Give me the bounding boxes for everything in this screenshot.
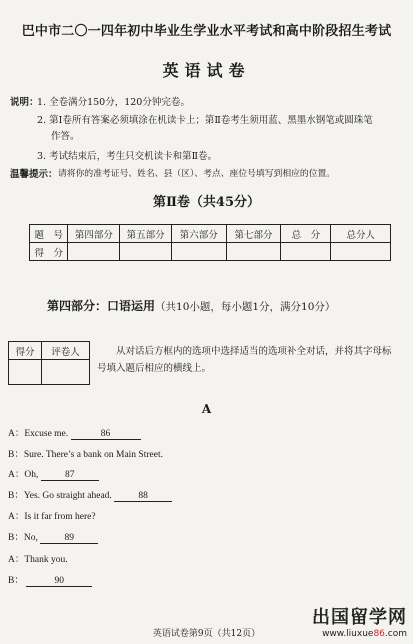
reminder-label: 温馨提示： [10,169,58,180]
section-instruction-line2: 号填入题后相应的横线上。 [97,363,212,374]
reminder-text: 请将你的准考证号、姓名、县（区）、考点、座位号填写到相应的位置。 [58,169,336,179]
watermark-url-post: .com [384,629,407,639]
instruction-item-3: 3. 考试结束后，考生只交机读卡和第Ⅱ卷。 [37,151,218,162]
instructions-label: 说明： [10,97,39,108]
answer-blank-87[interactable]: 87 [41,470,99,481]
part-a-heading: A [201,402,212,416]
cell-score-label: 得 分 [30,243,68,261]
grader-score-label: 得分 [9,342,42,360]
dialogue-line-4 [8,487,172,502]
dialogue-text: B：Sure. There’s a bank on Main Street. [8,450,163,460]
grader-name-label: 评卷人 [42,342,90,360]
answer-blank-89[interactable]: 89 [40,533,98,544]
cell-total: 总 分 [281,225,331,243]
volume-title: 第Ⅱ卷（共45分） [152,195,261,210]
cell-part5: 第五部分 [120,225,172,243]
page-footer: 英语试卷第9页（共12页） [152,629,261,639]
cell-score-part7[interactable] [226,243,281,261]
dialogue-line-2 [8,446,163,460]
score-table-header-row [30,225,391,243]
section-4-label: 第四部分：口语运用 [47,299,156,313]
grader-score-cell[interactable] [9,360,42,385]
cell-total-grader: 总分人 [331,225,391,243]
dialogue-text: B：No, [8,533,38,543]
section-instruction-line1: 从对话后方框内的选项中选择适当的选项补全对话，并将其字母标 [116,346,392,357]
answer-blank-88[interactable]: 88 [114,491,172,502]
dialogue-text: A：Is it far from here? [8,512,96,522]
cell-part7: 第七部分 [226,225,281,243]
cell-question-no: 题 号 [30,225,68,243]
cell-score-total[interactable] [281,243,331,261]
exam-title: 巴中市二〇一四年初中毕业生学业水平考试和高中阶段招生考试 [21,24,392,39]
section-4-detail: （共10小题，每小题1分，满分10分） [155,301,336,313]
cell-score-part6[interactable] [171,243,226,261]
instruction-item-2-line1: 2. 第Ⅰ卷所有答案必须填涂在机读卡上；第Ⅱ卷考生须用蓝、黑墨水钢笔或圆珠笔 [37,115,373,126]
dialogue-line-7 [8,551,68,565]
instruction-item-1: 1. 全卷满分150分，120分钟完卷。 [37,97,190,108]
dialogue-text: A：Excuse me. [8,429,69,439]
dialogue-text: A：Thank you. [8,555,68,565]
dialogue-line-1 [8,425,141,440]
dialogue-line-6 [8,529,98,544]
dialogue-line-5 [8,508,96,522]
watermark-url-num: 86 [373,629,385,639]
cell-part6: 第六部分 [171,225,226,243]
grader-table [8,341,90,385]
grader-name-cell[interactable] [42,360,90,385]
watermark-url-pre: www.liuxue [322,629,374,639]
dialogue-text: A：Oh, [8,470,39,480]
dialogue-text: B：Yes. Go straight ahead. [8,491,112,501]
cell-score-part4[interactable] [68,243,120,261]
score-table-score-row [30,243,391,261]
cell-score-part5[interactable] [120,243,172,261]
cell-part4: 第四部分 [68,225,120,243]
watermark-logo-text: 出国留学网 [312,607,407,628]
dialogue-line-3 [8,466,99,481]
answer-blank-86[interactable]: 86 [71,429,141,440]
dialogue-line-8 [8,572,92,587]
instruction-item-2-line2: 作答。 [51,131,80,142]
section-4-heading [47,297,335,314]
subject-title: 英语试卷 [162,61,251,80]
answer-blank-90[interactable]: 90 [26,576,92,587]
dialogue-text: B： [8,576,24,586]
score-table [29,224,391,261]
cell-score-grader[interactable] [331,243,391,261]
